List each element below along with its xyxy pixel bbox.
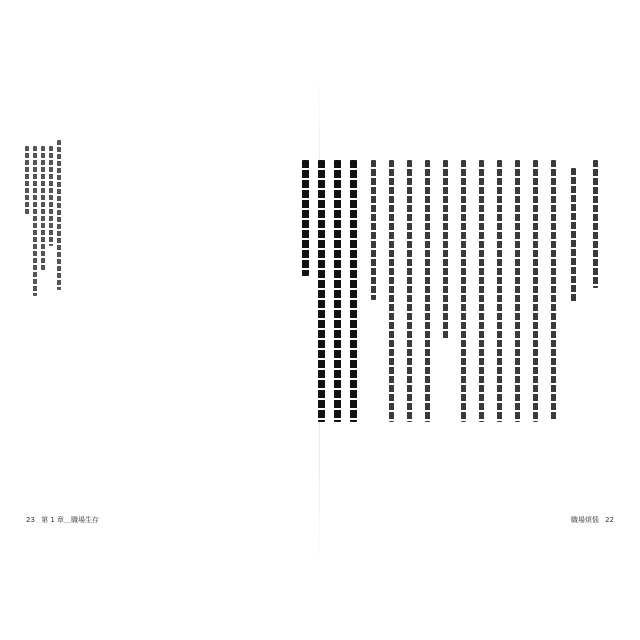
footnote-column xyxy=(31,146,39,296)
text-line xyxy=(515,160,520,422)
text-column xyxy=(458,160,469,422)
left-page-number: 23 xyxy=(26,516,35,524)
footnote-line xyxy=(57,140,61,290)
footnote-column xyxy=(39,146,47,271)
text-line xyxy=(479,160,484,422)
footnote-line xyxy=(33,146,37,296)
text-column xyxy=(440,160,451,340)
text-line xyxy=(533,160,538,422)
text-column xyxy=(332,160,343,422)
footnote-column xyxy=(23,146,31,216)
text-line xyxy=(389,160,394,422)
text-column xyxy=(476,160,487,422)
text-line xyxy=(371,160,376,300)
footnote-column xyxy=(55,140,63,290)
text-column xyxy=(568,168,579,302)
text-line xyxy=(425,160,430,422)
text-column xyxy=(316,160,327,422)
text-column xyxy=(590,160,601,288)
right-page-footer xyxy=(571,515,618,525)
text-column xyxy=(368,160,379,300)
text-column xyxy=(530,160,541,422)
text-column xyxy=(300,160,311,276)
text-column xyxy=(512,160,523,422)
text-line xyxy=(571,168,576,302)
text-line xyxy=(593,160,598,288)
bold-text-line xyxy=(350,160,357,422)
footnote-line xyxy=(25,146,29,216)
right-page-number: 22 xyxy=(605,516,614,524)
left-page-footer xyxy=(22,515,99,525)
bold-text-line xyxy=(302,160,309,276)
text-column xyxy=(404,160,415,422)
left-running-head: 第 1 章＿職場生存 xyxy=(41,516,100,524)
text-column xyxy=(348,160,359,422)
text-line xyxy=(461,160,466,422)
text-column xyxy=(422,160,433,422)
text-line xyxy=(497,160,502,422)
text-line xyxy=(551,160,556,420)
footnote-column xyxy=(47,146,55,246)
text-column xyxy=(386,160,397,422)
text-column xyxy=(494,160,505,422)
bold-text-line xyxy=(318,160,325,422)
bold-text-line xyxy=(334,160,341,422)
text-line xyxy=(407,160,412,422)
text-column xyxy=(548,160,559,420)
text-line xyxy=(443,160,448,340)
footnote-line xyxy=(41,146,45,271)
right-running-head: 職場煩惱 xyxy=(570,516,599,524)
footnote-line xyxy=(49,146,53,246)
